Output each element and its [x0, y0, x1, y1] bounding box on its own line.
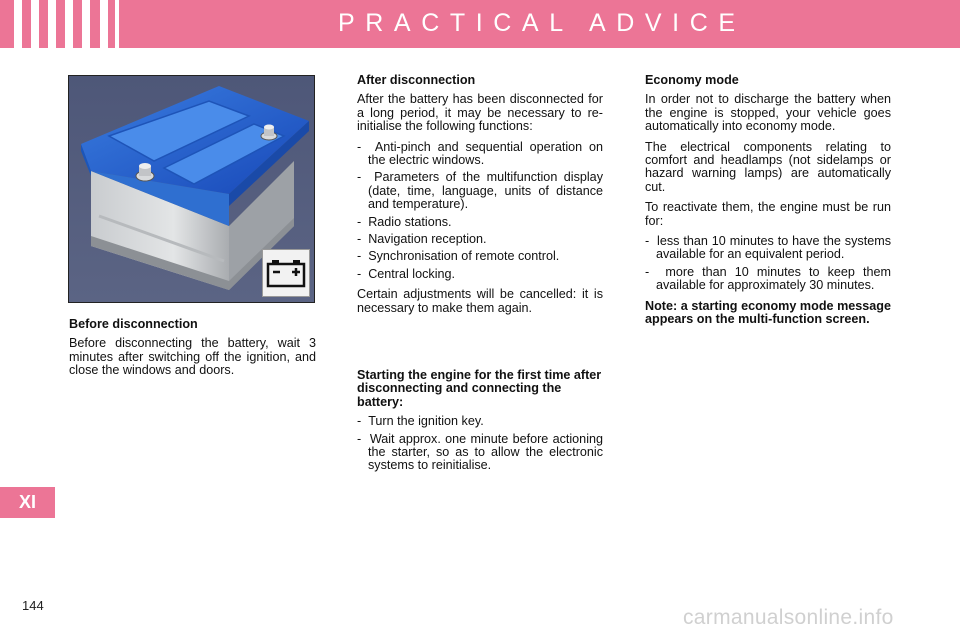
- list-item: - Navigation reception.: [357, 233, 603, 246]
- section-heading: Starting the engine for the first time after disconnecting and connecting the battery:: [357, 368, 602, 409]
- section-heading: Economy mode: [645, 73, 739, 87]
- watermark: carmanualsonline.info: [683, 606, 894, 629]
- paragraph: After the battery has been disconnected for a long period, it may be necessary to re-initialise the following functions:: [357, 92, 603, 134]
- steps-list: [357, 415, 603, 473]
- list-item: - Synchronisation of remote control.: [357, 250, 603, 263]
- list-item: - Wait approx. one minute before actioning the starter, so as to allow the electronic systems to reinitialise.: [357, 433, 603, 473]
- paragraph: The electrical components relating to comfort and headlamps (not sidelamps or hazard warning lamps) are automatically cut.: [645, 139, 891, 194]
- before-disconnection-section: [69, 318, 316, 385]
- battery-illustration: [68, 75, 315, 303]
- battery-symbol-icon: [262, 249, 310, 297]
- section-heading: Before disconnection: [69, 317, 198, 331]
- header-stripe: [65, 0, 73, 48]
- list-item: - Anti-pinch and sequential operation on the electric windows.: [357, 141, 603, 168]
- function-list: [357, 141, 603, 282]
- header-stripe: [31, 0, 39, 48]
- chapter-tab: XI: [0, 487, 55, 518]
- section-heading: After disconnection: [357, 73, 476, 87]
- paragraph: In order not to discharge the battery when the engine is stopped, your vehicle goes automatically into economy mode.: [645, 92, 891, 134]
- economy-mode-section: [645, 74, 891, 334]
- list-item: - more than 10 minutes to keep them available for approximately 30 minutes.: [645, 266, 891, 293]
- header-stripe: [48, 0, 56, 48]
- list-item: - less than 10 minutes to have the systems available for an equivalent period.: [645, 235, 891, 262]
- list-item: - Central locking.: [357, 268, 603, 281]
- list-item: - Radio stations.: [357, 216, 603, 229]
- starting-engine-section: [357, 369, 603, 480]
- header-stripe: [100, 0, 108, 48]
- paragraph: To reactivate them, the engine must be run for:: [645, 200, 891, 228]
- list-item: - Parameters of the multifunction display (date, time, language, units of distance and temperature).: [357, 171, 603, 211]
- paragraph: Certain adjustments will be cancelled: it is necessary to make them again.: [357, 287, 603, 315]
- duration-list: [645, 235, 891, 293]
- header-stripe: [14, 0, 22, 48]
- page-title: PRACTICAL ADVICE: [338, 9, 746, 37]
- header-stripe: [82, 0, 90, 48]
- note: Note: a starting economy mode message appears on the multi-function screen.: [645, 298, 891, 327]
- list-item: - Turn the ignition key.: [357, 415, 603, 428]
- page-number: 144: [22, 598, 44, 613]
- header-band: [0, 0, 960, 48]
- after-disconnection-section: [357, 74, 603, 322]
- paragraph: Before disconnecting the battery, wait 3 minutes after switching off the ignition, and close the windows and doors.: [69, 336, 316, 378]
- header-stripe: [115, 0, 119, 48]
